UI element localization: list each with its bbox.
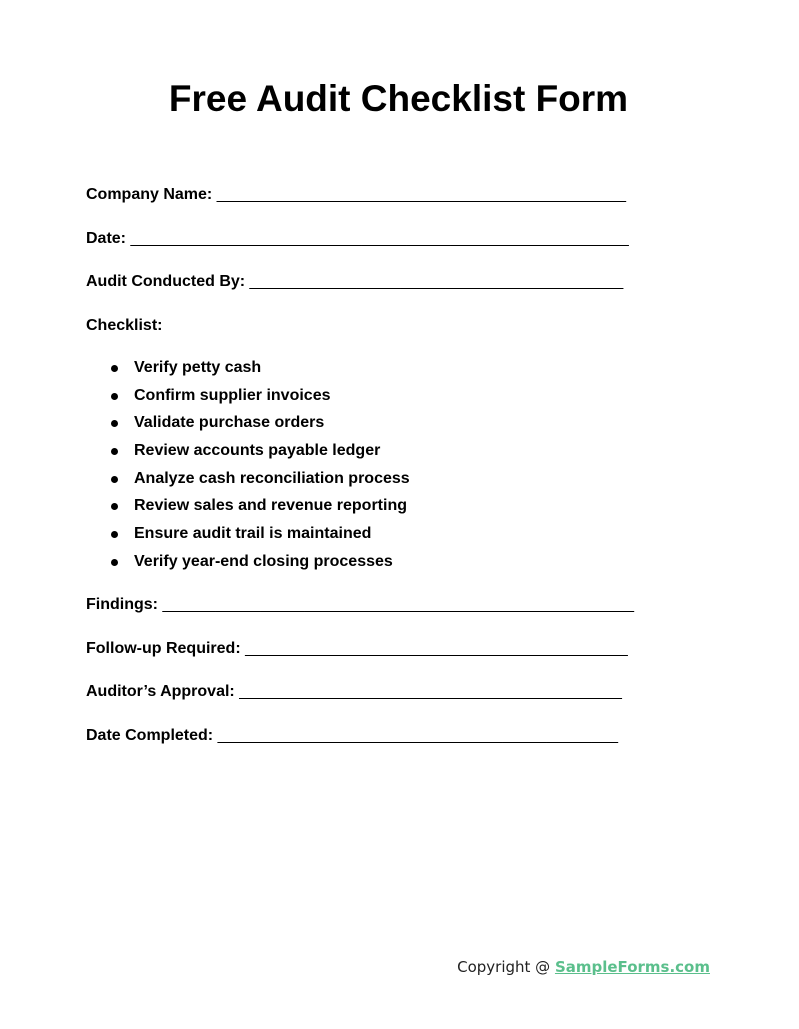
audit-conducted-by-field[interactable] — [86, 272, 623, 292]
bullet-icon — [111, 365, 118, 372]
date-field[interactable] — [86, 229, 629, 249]
blank-line[interactable]: __________________________________________ — [249, 273, 624, 290]
bullet-icon — [111, 393, 118, 400]
field-label: Findings: — [86, 596, 158, 613]
bullet-icon — [111, 559, 118, 566]
checklist-item: Verify year-end closing processes — [86, 552, 410, 580]
checklist-item: Validate purchase orders — [86, 413, 410, 441]
bullet-icon — [111, 448, 118, 455]
bullet-icon — [111, 420, 118, 427]
checklist-item: Ensure audit trail is maintained — [86, 524, 410, 552]
findings-field[interactable] — [86, 595, 634, 615]
copyright-text: Copyright @ — [457, 958, 555, 976]
checklist-heading: Checklist: — [86, 317, 163, 334]
field-label: Date Completed: — [86, 727, 214, 744]
field-label: Auditor’s Approval: — [86, 683, 235, 700]
blank-line[interactable]: ___________________________________________ — [239, 683, 622, 700]
checklist-item: Review sales and revenue reporting — [86, 496, 410, 524]
bullet-icon — [111, 476, 118, 483]
checklist — [86, 358, 410, 580]
blank-line[interactable]: ___________________________________________ — [245, 640, 628, 657]
copyright-footer — [457, 958, 710, 976]
checklist-item: Verify petty cash — [86, 358, 410, 386]
blank-line[interactable]: ________________________________________________________ — [130, 230, 629, 247]
blank-line[interactable]: ______________________________________________ — [216, 186, 627, 203]
auditors-approval-field[interactable] — [86, 682, 622, 702]
follow-up-required-field[interactable] — [86, 639, 628, 659]
blank-line[interactable]: _____________________________________________________ — [162, 596, 635, 613]
checklist-item: Review accounts payable ledger — [86, 441, 410, 469]
checklist-item: Confirm supplier invoices — [86, 386, 410, 414]
document-title: Free Audit Checklist Form — [168, 78, 629, 119]
field-label: Company Name: — [86, 186, 213, 203]
bullet-icon — [111, 531, 118, 538]
date-completed-field[interactable] — [86, 726, 618, 746]
company-name-field[interactable] — [86, 185, 626, 205]
field-label: Date: — [86, 230, 127, 247]
field-label: Follow-up Required: — [86, 640, 241, 657]
blank-line[interactable]: _____________________________________________ — [217, 727, 619, 744]
field-label: Audit Conducted By: — [86, 273, 246, 290]
bullet-icon — [111, 503, 118, 510]
checklist-item: Analyze cash reconciliation process — [86, 469, 410, 497]
sampleforms-link[interactable]: SampleForms.com — [554, 958, 710, 976]
